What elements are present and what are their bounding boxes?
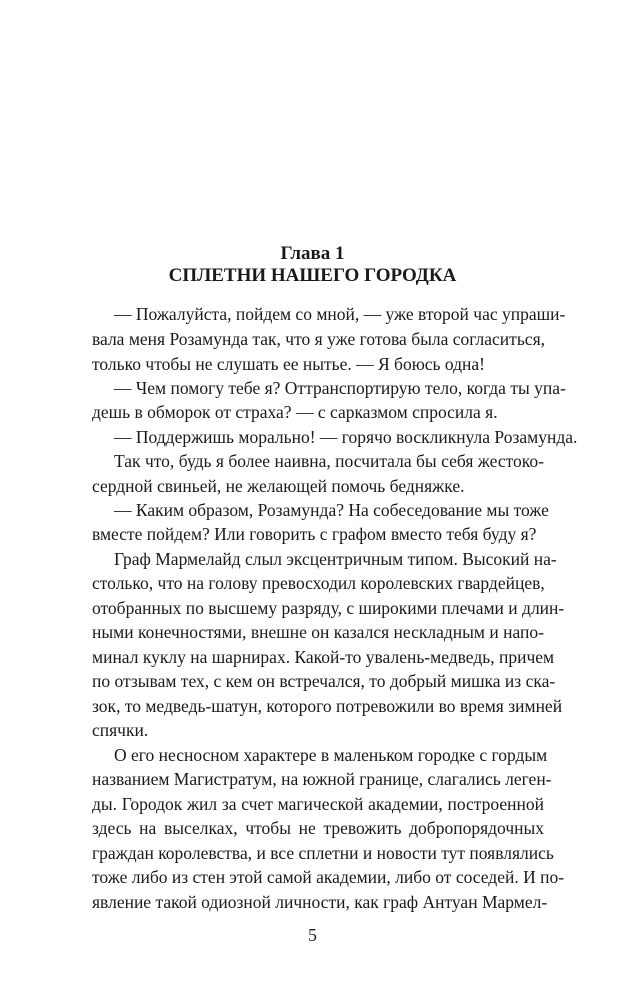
text-line: спячки. <box>92 720 149 740</box>
text-line: зок, то медведь-шатун, которого потревожили во время зимней <box>92 696 563 716</box>
text-line: — Каким образом, Розамунда? На собеседование мы тоже <box>114 500 549 520</box>
text-line: отобранных по высшему разряду, с широкими плечами и длин- <box>92 598 565 618</box>
text-line: по отзывам тех, с кем он встречался, то добрый мишка из ска- <box>92 671 556 691</box>
text-line: названием Магистратум, на южной границе, слагались леген- <box>92 769 552 789</box>
text-line: — Пожалуйста, пойдем со мной, — уже второй час упраши- <box>114 304 566 324</box>
text-line: только чтобы не слушать ее нытье. — Я боюсь одна! <box>92 354 486 374</box>
text-line: — Поддержишь морально! — горячо воскликнула Розамунда. <box>114 427 578 447</box>
text-line: ными конечностями, внешне он казался нескладным и напо- <box>92 622 544 642</box>
text-line: — Чем помогу тебе я? Оттранспортирую тело, когда ты упа- <box>114 378 566 398</box>
text-line: Так что, будь я более наивна, посчитала бы себя жестоко- <box>114 451 544 471</box>
text-line: здесь на выселках, чтобы не тревожить добропорядочных <box>92 818 544 838</box>
text-line: вместе пойдем? Или говорить с графом вместо тебя буду я? <box>92 524 537 544</box>
text-line: дешь в обморок от страха? — с сарказмом спросила я. <box>92 402 498 422</box>
text-line: минал куклу на шарнирах. Какой-то увалень-медведь, причем <box>92 647 555 667</box>
text-line: тоже либо из стен этой самой академии, либо от соседей. И по- <box>92 867 565 887</box>
chapter-number: Глава 1 <box>280 243 345 264</box>
page-number: 5 <box>308 925 317 945</box>
text-line: вала меня Розамунда так, что я уже готова была согласиться, <box>92 329 545 349</box>
text-line: ды. Городок жил за счет магической академии, построенной <box>92 794 544 814</box>
text-line: явление такой одиозной личности, как граф Антуан Мармел- <box>92 892 548 912</box>
text-line: граждан королевства, и все сплетни и новости тут появлялись <box>92 843 554 863</box>
text-line: О его несносном характере в маленьком городке с гордым <box>114 745 548 765</box>
chapter-title: СПЛЕТНИ НАШЕГО ГОРОДКА <box>168 265 457 286</box>
text-line: столько, что на голову превосходил королевских гвардейцев, <box>92 573 545 593</box>
text-line: Граф Мармелайд слыл эксцентричным типом. Высокий на- <box>114 549 557 569</box>
text-line: сердной свиньей, не желающей помочь бедняжке. <box>92 476 465 496</box>
